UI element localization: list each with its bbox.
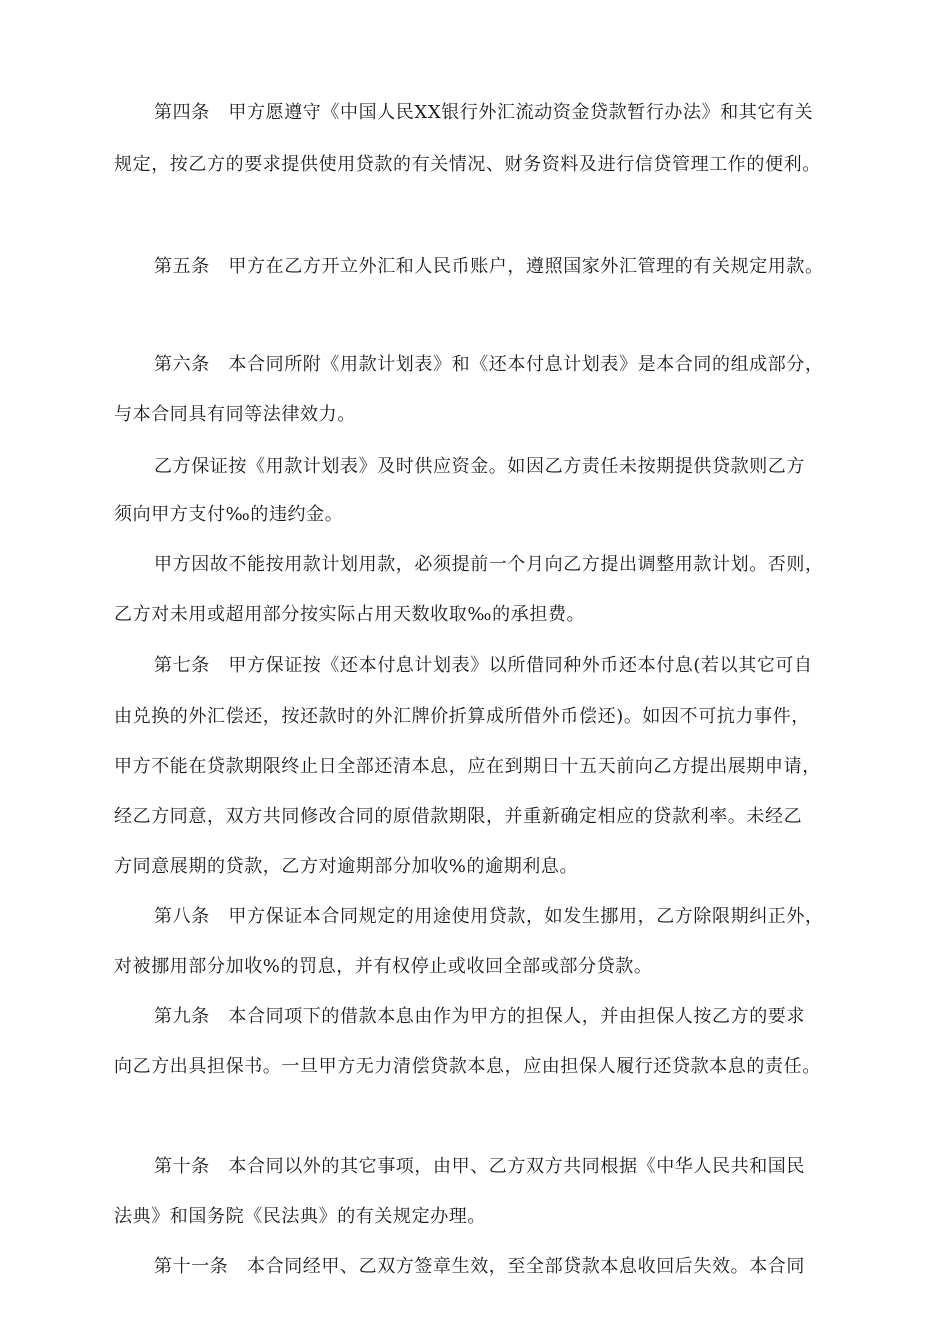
- text-line: 乙方对未用或超用部分按实际占用天数收取‰的承担费。: [114, 604, 586, 625]
- text-line: 第五条 甲方在乙方开立外汇和人民币账户，遵照国家外汇管理的有关规定用款。: [154, 256, 824, 277]
- text-line: 第六条 本合同所附《用款计划表》和《还本付息计划表》是本合同的组成部分，: [154, 354, 824, 375]
- text-line: 方同意展期的贷款，乙方对逾期部分加收%的逾期利息。: [114, 856, 579, 877]
- text-line: 第四条 甲方愿遵守《中国人民XX银行外汇流动资金贷款暂行办法》和其它有关: [154, 102, 814, 123]
- text-line: 甲方因故不能按用款计划用款，必须提前一个月向乙方提出调整用款计划。否则，: [154, 554, 824, 575]
- text-line: 法典》和国务院《民法典》的有关规定办理。: [114, 1206, 486, 1227]
- text-line: 经乙方同意，双方共同修改合同的原借款期限，并重新确定相应的贷款利率。未经乙: [114, 806, 803, 827]
- text-line: 与本合同具有同等法律效力。: [114, 404, 356, 425]
- text-line: 第九条 本合同项下的借款本息由作为甲方的担保人，并由担保人按乙方的要求: [154, 1006, 805, 1027]
- text-line: 向乙方出具担保书。一旦甲方无力清偿贷款本息，应由担保人履行还贷款本息的责任。: [114, 1056, 821, 1077]
- text-line: 甲方不能在贷款期限终止日全部还清本息，应在到期日十五天前向乙方提出展期申请，: [114, 756, 821, 777]
- text-line: 第八条 甲方保证本合同规定的用途使用贷款，如发生挪用，乙方除限期纠正外，: [154, 906, 824, 927]
- text-line: 须向甲方支付‰的违约金。: [114, 504, 344, 525]
- text-line: 由兑换的外汇偿还，按还款时的外汇牌价折算成所借外币偿还)。如因不可抗力事件，: [114, 706, 810, 727]
- text-line: 第十条 本合同以外的其它事项，由甲、乙方双方共同根据《中华人民共和国民: [154, 1156, 805, 1177]
- text-line: 对被挪用部分加收%的罚息，并有权停止或收回全部或部分贷款。: [114, 956, 653, 977]
- text-line: 第七条 甲方保证按《还本付息计划表》以所借同种外币还本付息(若以其它可自: [154, 655, 813, 676]
- text-line: 乙方保证按《用款计划表》及时供应资金。如因乙方责任未按期提供贷款则乙方: [154, 456, 805, 477]
- text-line: 规定，按乙方的要求提供使用贷款的有关情况、财务资料及进行信贷管理工作的便利。: [114, 154, 821, 175]
- text-line: 第十一条 本合同经甲、乙双方签章生效，至全部贷款本息收回后失效。本合同: [154, 1256, 805, 1277]
